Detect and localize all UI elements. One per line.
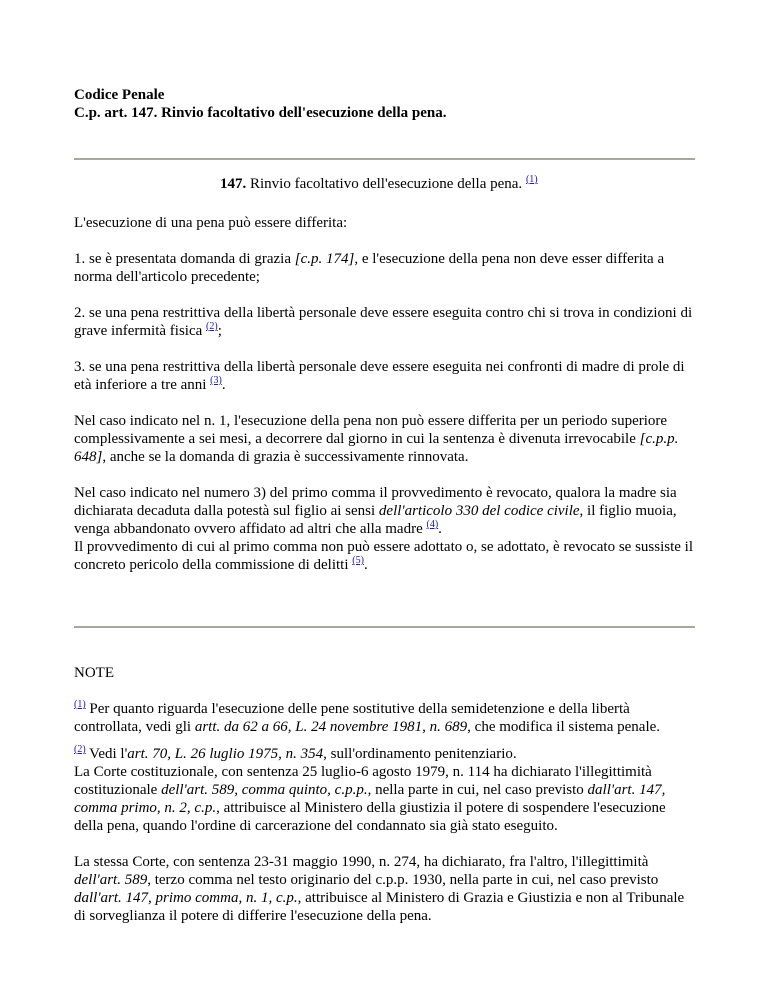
item-3: 3. se una pena restrittiva della libertà personale deve essere eseguita nei confronti di madre di prole di età inferiore a tre anni $^{(3)}$. [74, 359, 685, 393]
note-3: La stessa Corte, con sentenza 23-31 maggio 1990, n. 274, ha dichiarato, fra l'altro, l'illegittimità dell'art. 589, terzo comma nel testo originario del c.p.p. 1930, nella parte in cui, nel caso previsto dall'art. 147, primo comma, n. 1, c.p., attribuisce al Ministero di Grazia e Giustizia e non al Tribunale di sorveglianza il potere di differire l'esecuzione della pena. [74, 854, 685, 924]
note-1-anchor[interactable]: (1) [74, 699, 86, 710]
code-title: Codice Penale [74, 87, 165, 103]
article-title-text: Rinvio facoltativo dell'esecuzione della pena. [250, 176, 523, 192]
paragraph-4: Nel caso indicato nel n. 1, l'esecuzione della pena non può essere differita per un periodo superiore complessivamente a sei mesi, a decorrere dal giorno in cui la sentenza è divenuta irrevocabile [c.p.p. 648], anche se la domanda di grazia è successivamente rinnovata. [74, 413, 679, 465]
paragraph-5: Nel caso indicato nel numero 3) del primo comma il provvedimento è revocato, qualora la madre sia dichiarata decaduta dalla potestà sul figlio ai sensi dell'articolo 330 del codice civile, il figlio muoia, venga abbandonato ovvero affidato ad altri che alla madre $^{(4)}$. [74, 485, 677, 537]
article-number: 147. [220, 176, 247, 192]
ref-cpp-589: dell'art. 589 [74, 872, 148, 888]
note-2-anchor[interactable]: (2) [74, 744, 86, 755]
footnote-link-4[interactable]: (4) [426, 519, 439, 530]
note-2: $^{(2)}$ Vedi l'art. 70, L. 26 luglio 1975, n. 354, sull'ordinamento penitenziario. La Corte costituzionale, con sentenza 25 luglio-6 agosto 1979, n. 114 ha dichiarato l'illegittimità costituzionale dell'art. 589, comma quinto, c.p.p., nella parte in cui, nel caso previsto dall'art. 147, comma primo, n. 2, c.p., attribuisce al Ministero della giustizia il potere di sospendere l'esecuzione della pena, quando l'ordine di carcerazione del condannato sia già stato eseguito. [74, 744, 666, 834]
article-intro: L'esecuzione di una pena può essere differita: [74, 215, 348, 231]
footnote-link-5[interactable]: (5) [352, 555, 364, 566]
top-divider [74, 158, 695, 160]
ref-l-354-1975: art. 70, L. 26 luglio 1975, n. 354 [127, 746, 324, 762]
note-1: $^{(1)}$ Per quanto riguarda l'esecuzione delle pene sostitutive della semidetenzione e della libertà controllata, vedi gli artt. da 62 a 66, L. 24 novembre 1981, n. 689, che modifica il sistema penale. [74, 699, 661, 735]
notes-heading: NOTE [74, 665, 114, 681]
ref-l-689-1981: artt. da 62 a 66, L. 24 novembre 1981, n. 689 [194, 719, 468, 735]
ref-cp-174: [c.p. 174] [294, 251, 355, 267]
bottom-divider [74, 626, 695, 628]
ref-cpp-589-c5: dell'art. 589, comma quinto, c.p.p. [161, 782, 368, 798]
ref-cp-147-c1-n1: dall'art. 147, primo comma, n. 1, c.p. [74, 890, 298, 906]
ref-cpp-648: [c.p.p. 648] [74, 431, 679, 465]
article-title [220, 175, 538, 193]
item-2: 2. se una pena restrittiva della libertà personale deve essere eseguita contro chi si trova in condizioni di grave infermità fisica $^{(2)}$; [74, 305, 693, 339]
paragraph-6: Il provvedimento di cui al primo comma non può essere adottato o, se adottato, è revocato se sussiste il concreto pericolo della commissione di delitti $^{(5)}$. [74, 539, 694, 573]
footnote-link-1[interactable]: (1) [525, 174, 538, 185]
footnote-link-2[interactable]: (2) [206, 321, 218, 332]
ref-cp-147-c1-n2: dall'art. 147, comma primo, n. 2, c.p. [74, 782, 666, 816]
article-header: C.p. art. 147. Rinvio facoltativo dell'esecuzione della pena. [74, 105, 447, 121]
footnote-link-3[interactable]: (3) [210, 375, 222, 386]
ref-cc-330: dell'articolo 330 del codice civile [378, 503, 580, 519]
document-header [74, 86, 446, 122]
item-1: 1. se è presentata domanda di grazia [c.p. 174], e l'esecuzione della pena non deve esser differita a norma dell'articolo precedente; [74, 251, 665, 285]
